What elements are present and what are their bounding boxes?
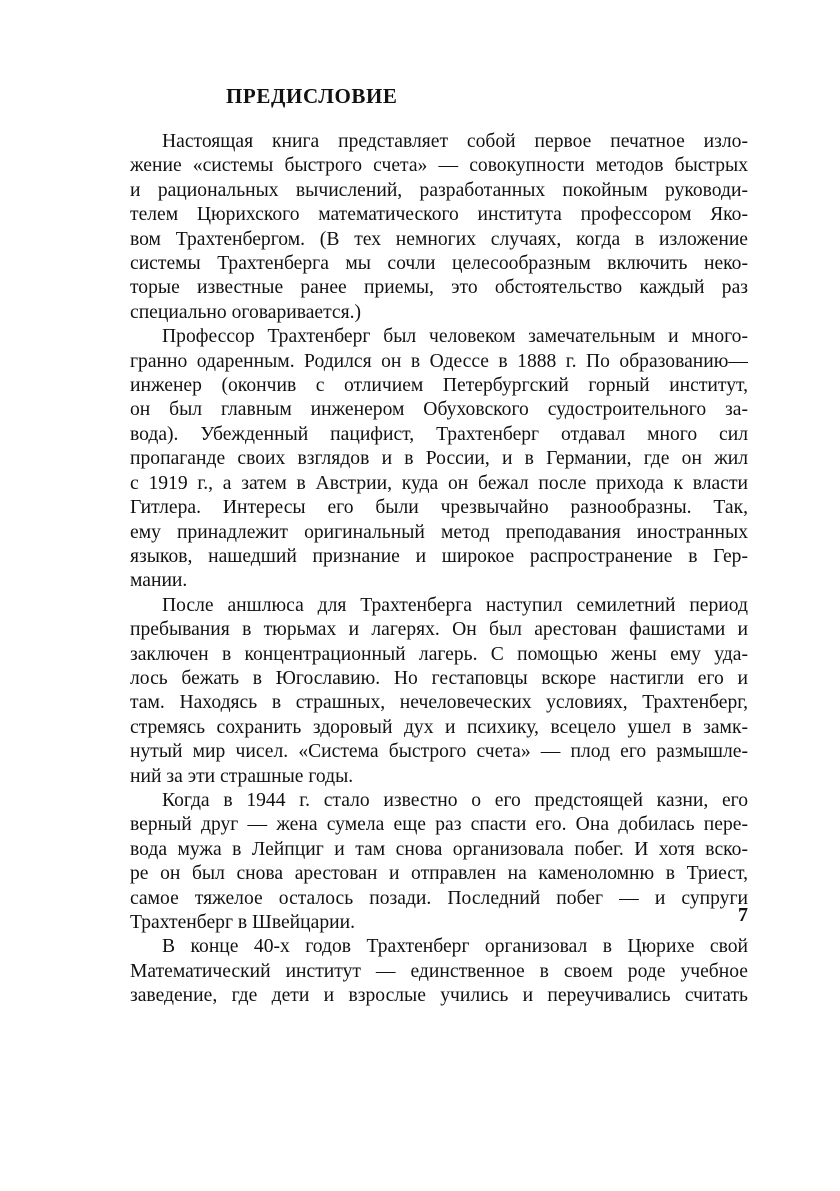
text-line: специально оговаривается.) [130, 301, 362, 323]
paragraph [130, 325, 748, 593]
text-line: В конце 40-х годов Трахтенберг организовал в Цюрихе свой [162, 936, 748, 958]
page-title: ПРЕДИСЛОВИЕ [226, 84, 398, 108]
text-line: пропаганде своих взглядов и в России, и в Германии, где он жил [130, 448, 748, 470]
text-line: вода). Убежденный пацифист, Трахтенберг отдавал много сил [130, 423, 748, 445]
paragraph [130, 935, 748, 1008]
text-line: с 1919 г., а затем в Австрии, куда он бежал после прихода к власти [130, 472, 748, 494]
page-number: 7 [738, 904, 748, 926]
text-line: системы Трахтенберга мы сочли целесообразным включить неко- [130, 253, 748, 275]
text-line: нутый мир чисел. «Система быстрого счета» — плод его размышле- [130, 741, 748, 763]
text-line: Профессор Трахтенберг был человеком замечательным и много- [162, 326, 748, 348]
text-line: жение «системы быстрого счета» — совокупности методов быстрых [130, 155, 748, 177]
paragraph [130, 130, 748, 325]
text-line: заключен в концентрационный лагерь. С помощью жены ему уда- [130, 643, 748, 665]
text-line: и рациональных вычислений, разработанных покойным руководи- [130, 179, 748, 201]
text-line: там. Находясь в страшных, нечеловеческих условиях, Трахтенберг, [130, 692, 748, 714]
text-line: ре он был снова арестован и отправлен на каменоломню в Триест, [130, 863, 748, 885]
text-line: После аншлюса для Трахтенберга наступил семилетний период [162, 594, 748, 616]
text-line: гранно одаренным. Родился он в Одессе в 1888 г. По образованию— [130, 350, 748, 372]
text-line: самое тяжелое осталось позади. Последний побег — и супруги [130, 887, 748, 909]
text-line: заведение, где дети и взрослые учились и переучивались считать [130, 985, 748, 1007]
text-line: он был главным инженером Обуховского судостроительного за- [130, 399, 748, 421]
text-line: пребывания в тюрьмах и лагерях. Он был арестован фашистами и [130, 619, 748, 641]
body-text [130, 130, 748, 1009]
text-line: вода мужа в Лейпциг и там снова организовала побег. И хотя вско- [130, 838, 748, 860]
text-line: Гитлера. Интересы его были чрезвычайно разнообразны. Так, [130, 497, 748, 519]
text-line: торые известные ранее приемы, это обстоятельство каждый раз [130, 277, 748, 299]
text-line: вом Трахтенбергом. (В тех немногих случаях, когда в изложение [130, 228, 748, 250]
text-line: инженер (окончив с отличием Петербургский горный институт, [130, 375, 748, 397]
paragraph [130, 594, 748, 789]
text-line: верный друг — жена сумела еще раз спасти его. Она добилась пере- [130, 814, 748, 836]
text-line: мании. [130, 570, 188, 592]
text-line: телем Цюрихского математического института профессором Яко- [130, 204, 748, 226]
text-line: Трахтенберг в Швейцарии. [130, 912, 355, 933]
text-line: ний за эти страшные годы. [130, 765, 354, 787]
text-line: стремясь сохранить здоровый дух и психику, всецело ушел в замк- [130, 716, 748, 738]
text-line: Настоящая книга представляет собой первое печатное изло- [162, 131, 748, 152]
text-line: Математический институт — единственное в своем роде учебное [130, 960, 748, 982]
text-line: лось бежать в Югославию. Но гестаповцы вскоре настигли его и [130, 667, 748, 689]
text-line: ему принадлежит оригинальный метод преподавания иностранных [130, 521, 748, 543]
text-line: языков, нашедший признание и широкое распространение в Гер- [130, 545, 748, 567]
text-line: Когда в 1944 г. стало известно о его предстоящей казни, его [162, 789, 748, 811]
paragraph [130, 789, 748, 935]
